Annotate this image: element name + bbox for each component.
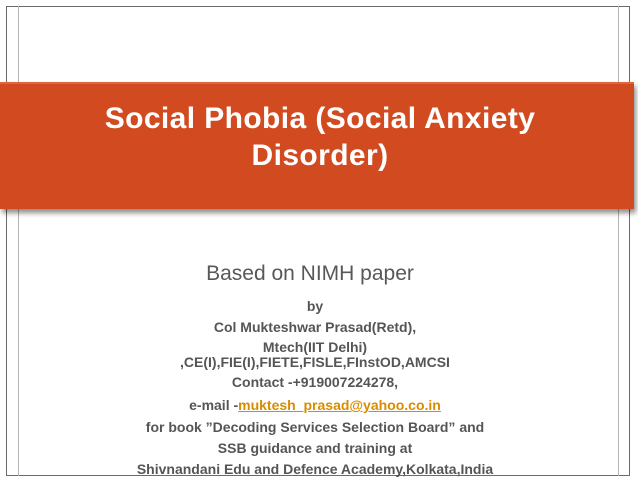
byline-by: by (306, 298, 324, 314)
slide-title (90, 100, 550, 174)
byline-degree-1: Mtech(IIT Delhi) (262, 339, 368, 355)
title-line-1: Social Phobia (Social Anxiety (104, 102, 536, 135)
slide-subtitle: Based on NIMH paper (206, 262, 414, 285)
title-band-edge (0, 82, 634, 84)
byline-email-line (95, 397, 535, 413)
byline-academy: Shivnandani Edu and Defence Academy,Kolkata,India (136, 461, 494, 477)
byline-degree-2: ,CE(I),FIE(I),FIETE,FISLE,FInstOD,AMCSI (180, 354, 450, 370)
byline-book: for book ”Decoding Services Selection Board” and (145, 419, 485, 435)
byline-ssb: SSB guidance and training at (217, 440, 413, 456)
byline-contact: Contact -+919007224278, (231, 374, 399, 390)
byline-author: Col Mukteshwar Prasad(Retd), (213, 319, 417, 335)
email-link[interactable]: muktesh_prasad@yahoo.co.in (238, 397, 441, 413)
email-label: e-mail - (189, 397, 239, 413)
right-guide-line (618, 6, 619, 476)
title-line-2: Disorder) (251, 139, 389, 172)
left-guide-line (18, 6, 19, 476)
